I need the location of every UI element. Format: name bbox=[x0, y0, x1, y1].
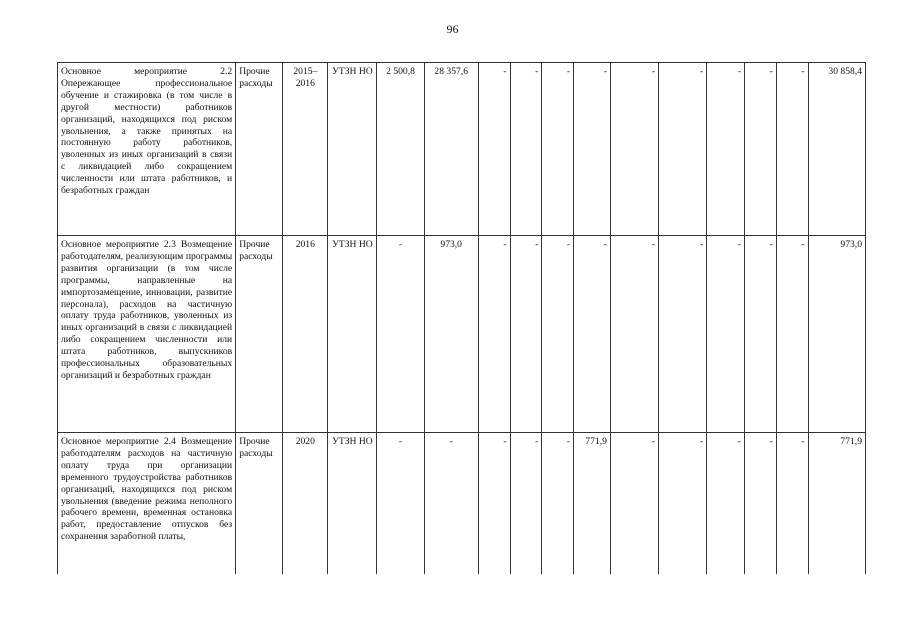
executor-cell: УТЗН НО bbox=[328, 433, 377, 575]
activity-name-cell: Основное мероприятие 2.2 Опережающее профессиональное обучение и стажировка (в том числе в другой местности) работников организаций, находящихся под риском увольнения, а также принятых на постоянную работу работников, уволенных из иных организаций в связи с ликвидацией либо сокращением численности или штата работников, и безработных граждан bbox=[58, 63, 236, 236]
year-value-cell: - bbox=[478, 63, 510, 236]
year-value-cell: - bbox=[610, 433, 658, 575]
year-value-cell: - bbox=[659, 236, 707, 433]
year-value-cell: - bbox=[542, 63, 574, 236]
year-value-cell: - bbox=[776, 236, 808, 433]
table-row bbox=[58, 433, 866, 575]
years-cell: 2016 bbox=[283, 236, 328, 433]
year-value-cell: - bbox=[478, 433, 510, 575]
year-value-cell: 2 500,8 bbox=[377, 63, 424, 236]
years-cell: 2020 bbox=[283, 433, 328, 575]
year-value-cell: 771,9 bbox=[574, 433, 611, 575]
year-value-cell: - bbox=[542, 433, 574, 575]
expense-type-cell: Прочие расходы bbox=[236, 433, 283, 575]
years-cell: 2015–2016 bbox=[283, 63, 328, 236]
activity-name-cell: Основное мероприятие 2.3 Возмещение работодателям, реализующим программы развития организации (в том числе программы, направленные на импортозамещение, инновации, развитие персонала), расходов на частичную оплату труда работников, уволенных из иных организаций в связи с ликвидацией либо сокращением численности или штата работников, выпускников профессиональных образовательных организаций и безработных граждан bbox=[58, 236, 236, 433]
year-value-cell: - bbox=[610, 236, 658, 433]
year-value-cell: - bbox=[510, 63, 542, 236]
total-cell: 973,0 bbox=[808, 236, 866, 433]
year-value-cell: 28 357,6 bbox=[424, 63, 478, 236]
year-value-cell: - bbox=[776, 433, 808, 575]
year-value-cell: - bbox=[745, 236, 777, 433]
expense-type-cell: Прочие расходы bbox=[236, 236, 283, 433]
year-value-cell: - bbox=[574, 63, 611, 236]
year-value-cell: - bbox=[542, 236, 574, 433]
year-value-cell: - bbox=[478, 236, 510, 433]
table-row bbox=[58, 236, 866, 433]
total-cell: 771,9 bbox=[808, 433, 866, 575]
executor-cell: УТЗН НО bbox=[328, 63, 377, 236]
year-value-cell: - bbox=[659, 63, 707, 236]
year-value-cell: - bbox=[707, 433, 745, 575]
year-value-cell: - bbox=[659, 433, 707, 575]
year-value-cell: - bbox=[424, 433, 478, 575]
table-row bbox=[58, 63, 866, 236]
year-value-cell: - bbox=[707, 63, 745, 236]
expense-type-cell: Прочие расходы bbox=[236, 63, 283, 236]
year-value-cell: - bbox=[377, 433, 424, 575]
year-value-cell: - bbox=[745, 63, 777, 236]
year-value-cell: - bbox=[707, 236, 745, 433]
year-value-cell: - bbox=[377, 236, 424, 433]
year-value-cell: - bbox=[510, 236, 542, 433]
year-value-cell: - bbox=[510, 433, 542, 575]
year-value-cell: - bbox=[776, 63, 808, 236]
year-value-cell: - bbox=[745, 433, 777, 575]
year-value-cell: - bbox=[574, 236, 611, 433]
total-cell: 30 858,4 bbox=[808, 63, 866, 236]
year-value-cell: 973,0 bbox=[424, 236, 478, 433]
activity-name-cell: Основное мероприятие 2.4 Возмещение работодателям расходов на частичную оплату труда при организации временного трудоустройства работников организаций, находящихся под риском увольнения (введение режима неполного рабочего времени, временная остановка работ, предоставление отпусков без сохранения заработной платы, bbox=[58, 433, 236, 575]
executor-cell: УТЗН НО bbox=[328, 236, 377, 433]
budget-table bbox=[57, 62, 866, 574]
page-number: 96 bbox=[446, 22, 459, 36]
year-value-cell: - bbox=[610, 63, 658, 236]
